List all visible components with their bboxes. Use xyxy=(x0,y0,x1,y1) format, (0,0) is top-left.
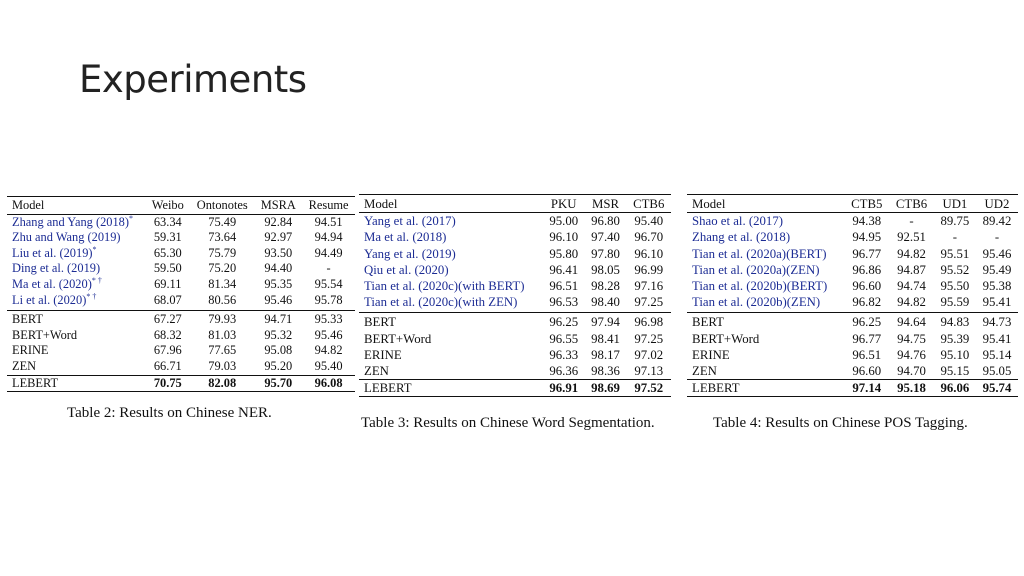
cited-model-row xyxy=(687,246,1018,262)
score-cell: 96.86 xyxy=(852,262,882,277)
score-cell: 75.20 xyxy=(208,261,237,276)
score-cell: 94.94 xyxy=(314,230,343,245)
score-cell: 95.15 xyxy=(940,364,970,379)
lebert-row xyxy=(687,380,1018,397)
cited-model-row xyxy=(359,229,671,245)
model-name: Zhang and Yang (2018) xyxy=(12,214,130,229)
model-name-cell xyxy=(359,278,543,294)
score-cell: - xyxy=(326,261,331,276)
score-cell: 97.80 xyxy=(591,246,620,261)
score-cell: - xyxy=(994,230,1000,245)
score-cell: 89.42 xyxy=(982,214,1012,229)
best-score-cell: 82.08 xyxy=(208,375,237,390)
model-name: BERT xyxy=(12,312,43,327)
lebert-row xyxy=(7,375,355,392)
score-cell: 63.34 xyxy=(153,214,182,229)
footnote-mark: * xyxy=(129,213,134,223)
score-cell: 95.49 xyxy=(982,262,1012,277)
score-cell: 95.08 xyxy=(264,343,293,358)
baseline-model-row xyxy=(359,331,671,347)
model-name-cell xyxy=(359,246,543,262)
score-cell: 96.53 xyxy=(549,295,579,310)
cited-model-row xyxy=(7,261,355,277)
model-name: BERT+Word xyxy=(364,331,432,346)
score-cell: 80.56 xyxy=(208,292,237,307)
score-cell: 89.75 xyxy=(940,214,970,229)
score-cell: 98.40 xyxy=(591,295,620,310)
score-cell: 94.76 xyxy=(897,347,926,362)
baseline-model-row xyxy=(359,363,671,380)
score-cell: 94.73 xyxy=(982,315,1012,330)
model-name: ERINE xyxy=(692,347,730,362)
score-cell: 95.40 xyxy=(634,214,664,229)
model-name-cell xyxy=(7,277,146,293)
header-row xyxy=(7,197,355,215)
cws-results-table xyxy=(359,194,671,397)
model-name: Li et al. (2020) xyxy=(12,292,87,307)
model-name: BERT xyxy=(364,315,396,330)
model-name-cell xyxy=(687,313,844,331)
score-cell: 68.07 xyxy=(153,292,182,307)
score-cell: 67.27 xyxy=(153,312,182,327)
score-cell: 94.82 xyxy=(897,295,926,310)
score-cell: 95.59 xyxy=(940,295,970,310)
score-cell: 95.10 xyxy=(940,347,970,362)
best-score-cell: 98.69 xyxy=(591,381,620,396)
model-name: ERINE xyxy=(12,343,49,358)
score-cell: 94.74 xyxy=(897,279,926,294)
column-header: UD1 xyxy=(942,197,968,211)
score-cell: 94.82 xyxy=(897,246,926,261)
score-cell: 95.20 xyxy=(264,358,293,373)
model-name: BERT+Word xyxy=(692,331,760,346)
cited-model-row xyxy=(7,246,355,262)
score-cell: 95.33 xyxy=(314,312,343,327)
score-cell: 96.98 xyxy=(634,315,664,330)
cited-model-row xyxy=(7,230,355,246)
model-name-cell xyxy=(687,347,844,363)
model-name-cell xyxy=(687,278,844,294)
model-name-cell xyxy=(687,331,844,347)
score-cell: 68.32 xyxy=(153,327,182,342)
cited-model-row xyxy=(359,246,671,262)
slide-title: Experiments xyxy=(79,58,307,101)
score-cell: 94.70 xyxy=(897,364,926,379)
model-name: Shao et al. (2017) xyxy=(692,214,783,229)
model-name: Qiu et al. (2020) xyxy=(364,262,449,277)
score-cell: 96.70 xyxy=(634,230,664,245)
score-cell: 95.80 xyxy=(549,246,579,261)
model-name: Ma et al. (2018) xyxy=(364,230,447,245)
score-cell: 95.40 xyxy=(314,358,343,373)
baseline-model-row xyxy=(359,313,671,331)
model-name-cell xyxy=(7,293,146,311)
model-name: Tian et al. (2020c)(with ZEN) xyxy=(364,295,518,310)
baseline-model-row xyxy=(687,313,1018,331)
score-cell: 97.25 xyxy=(634,331,664,346)
score-cell: 94.40 xyxy=(264,261,293,276)
cited-model-row xyxy=(359,278,671,294)
cited-model-row xyxy=(687,213,1018,230)
ner-table-caption: Table 2: Results on Chinese NER. xyxy=(67,405,272,421)
score-cell: 75.49 xyxy=(208,214,237,229)
score-cell: 94.64 xyxy=(897,315,926,330)
model-name-cell xyxy=(687,262,844,278)
score-cell: 66.71 xyxy=(153,358,182,373)
model-name-cell xyxy=(359,331,543,347)
best-score-cell: 96.06 xyxy=(940,381,970,396)
column-header: MSRA xyxy=(260,198,296,212)
score-cell: 69.11 xyxy=(154,276,182,291)
score-cell: 65.30 xyxy=(153,245,182,260)
score-cell: 98.28 xyxy=(591,279,620,294)
score-cell: 95.32 xyxy=(264,327,293,342)
model-name: BERT xyxy=(692,315,724,330)
score-cell: 73.64 xyxy=(208,230,237,245)
score-cell: 95.39 xyxy=(940,331,970,346)
score-cell: 95.52 xyxy=(940,262,970,277)
score-cell: 67.96 xyxy=(153,343,182,358)
model-name: ZEN xyxy=(12,358,37,373)
score-cell: 95.14 xyxy=(982,347,1012,362)
score-cell: 94.82 xyxy=(314,343,343,358)
best-score-cell: 97.14 xyxy=(852,381,882,396)
score-cell: 95.41 xyxy=(982,331,1012,346)
score-cell: 94.51 xyxy=(314,214,343,229)
score-cell: 96.77 xyxy=(852,246,882,261)
score-cell: 97.25 xyxy=(634,295,664,310)
score-cell: 97.02 xyxy=(634,347,664,362)
baseline-model-row xyxy=(359,347,671,363)
pos-results-table xyxy=(687,194,1018,397)
score-cell: 79.03 xyxy=(208,358,237,373)
score-cell: 96.77 xyxy=(852,331,882,346)
baseline-model-row xyxy=(687,331,1018,347)
score-cell: 93.50 xyxy=(264,245,293,260)
model-name: BERT+Word xyxy=(12,327,78,342)
score-cell: 79.93 xyxy=(208,312,237,327)
model-name-cell xyxy=(687,246,844,262)
score-cell: 96.55 xyxy=(549,331,579,346)
column-header: CTB6 xyxy=(633,197,665,211)
model-name: Ma et al. (2020) xyxy=(12,276,92,291)
score-cell: - xyxy=(909,214,914,229)
model-name-cell xyxy=(359,262,543,278)
score-cell: 96.82 xyxy=(852,295,882,310)
score-cell: 96.60 xyxy=(852,279,882,294)
model-name: Tian et al. (2020a)(ZEN) xyxy=(692,262,820,277)
model-name-cell xyxy=(7,359,146,375)
column-header: PKU xyxy=(550,197,577,211)
score-cell: 92.97 xyxy=(264,230,293,245)
score-cell: 81.34 xyxy=(208,276,237,291)
cited-model-row xyxy=(687,229,1018,245)
score-cell: 97.16 xyxy=(634,279,664,294)
score-cell: 97.40 xyxy=(591,230,620,245)
score-cell: 98.36 xyxy=(591,364,620,379)
baseline-model-row xyxy=(7,343,355,359)
score-cell: 81.03 xyxy=(208,327,237,342)
model-name-cell xyxy=(7,214,146,230)
column-header: Weibo xyxy=(151,198,184,212)
model-name: Liu et al. (2019) xyxy=(12,245,93,260)
best-score-cell: 96.91 xyxy=(549,381,579,396)
cited-model-row xyxy=(359,262,671,278)
model-name: Tian et al. (2020c)(with BERT) xyxy=(364,279,525,294)
score-cell: 96.25 xyxy=(549,315,579,330)
ner-results-table xyxy=(7,196,355,392)
model-name-cell xyxy=(687,294,844,313)
footnote-mark: * xyxy=(92,244,97,254)
column-header-model: Model xyxy=(12,198,45,212)
header-row xyxy=(359,195,671,213)
score-cell: 94.87 xyxy=(897,262,926,277)
footnote-mark: * † xyxy=(91,275,102,285)
best-score-cell: 95.74 xyxy=(982,381,1012,396)
score-cell: 95.38 xyxy=(982,279,1012,294)
score-cell: 96.51 xyxy=(852,347,882,362)
baseline-model-row xyxy=(7,359,355,375)
score-cell: 96.10 xyxy=(549,230,579,245)
score-cell: 59.31 xyxy=(153,230,182,245)
model-name-cell xyxy=(687,213,844,230)
model-name-cell xyxy=(7,246,146,262)
score-cell: 59.50 xyxy=(153,261,182,276)
cited-model-row xyxy=(7,214,355,230)
model-name-cell xyxy=(687,229,844,245)
model-name: ERINE xyxy=(364,347,402,362)
model-name-cell xyxy=(7,311,146,328)
score-cell: 97.94 xyxy=(591,315,620,330)
lebert-row xyxy=(359,380,671,397)
score-cell: 95.00 xyxy=(549,214,579,229)
score-cell: 94.95 xyxy=(852,230,882,245)
model-name-cell xyxy=(359,213,543,230)
model-name-cell xyxy=(7,230,146,246)
model-name: Tian et al. (2020b)(ZEN) xyxy=(692,295,821,310)
score-cell: 96.41 xyxy=(549,262,579,277)
model-name-cell xyxy=(7,343,146,359)
cited-model-row xyxy=(687,278,1018,294)
cited-model-row xyxy=(687,262,1018,278)
score-cell: 96.25 xyxy=(852,315,882,330)
score-cell: 96.99 xyxy=(634,262,664,277)
column-header: CTB6 xyxy=(895,197,928,211)
score-cell: 94.38 xyxy=(852,214,882,229)
cws-table-caption: Table 3: Results on Chinese Word Segmentation. xyxy=(361,415,655,431)
model-name-cell xyxy=(359,363,543,380)
model-name: Zhu and Wang (2019) xyxy=(12,230,121,245)
score-cell: 96.80 xyxy=(591,214,620,229)
score-cell: 98.17 xyxy=(591,347,620,362)
score-cell: 97.13 xyxy=(634,364,664,379)
model-name: ZEN xyxy=(364,364,389,379)
header-row xyxy=(687,195,1018,213)
score-cell: 95.46 xyxy=(264,292,293,307)
model-name: Yang et al. (2019) xyxy=(364,246,456,261)
model-name-cell: LEBERT xyxy=(12,375,59,390)
cited-model-row xyxy=(359,213,671,230)
score-cell: 92.51 xyxy=(897,230,926,245)
score-cell: 95.05 xyxy=(982,364,1012,379)
column-header: UD2 xyxy=(984,197,1010,211)
column-header: Resume xyxy=(308,198,349,212)
pos-table-caption: Table 4: Results on Chinese POS Tagging. xyxy=(713,415,968,431)
score-cell: 95.51 xyxy=(940,246,970,261)
column-header: Ontonotes xyxy=(196,198,248,212)
score-cell: 96.60 xyxy=(852,364,882,379)
best-score-cell: 70.75 xyxy=(153,375,182,390)
footnote-mark: * † xyxy=(86,291,97,301)
model-name-cell: LEBERT xyxy=(364,381,412,396)
model-name-cell xyxy=(7,328,146,344)
cited-model-row xyxy=(359,294,671,313)
best-score-cell: 97.52 xyxy=(634,381,664,396)
score-cell: 95.54 xyxy=(314,276,343,291)
model-name: Yang et al. (2017) xyxy=(364,214,456,229)
score-cell: 94.83 xyxy=(940,315,970,330)
score-cell: 94.49 xyxy=(314,245,343,260)
score-cell: 95.35 xyxy=(264,276,293,291)
score-cell: 96.51 xyxy=(549,279,579,294)
model-name-cell xyxy=(687,363,844,380)
model-name: Ding et al. (2019) xyxy=(12,261,101,276)
model-name: ZEN xyxy=(692,364,717,379)
model-name-cell xyxy=(7,261,146,277)
cited-model-row xyxy=(7,277,355,293)
baseline-model-row xyxy=(687,363,1018,380)
score-cell: 95.50 xyxy=(940,279,970,294)
score-cell: 96.10 xyxy=(634,246,664,261)
score-cell: 75.79 xyxy=(208,245,237,260)
column-header-model: Model xyxy=(364,197,398,211)
model-name-cell xyxy=(359,313,543,331)
model-name-cell: LEBERT xyxy=(692,381,740,396)
score-cell: 95.78 xyxy=(314,292,343,307)
score-cell: 98.41 xyxy=(591,331,620,346)
cited-model-row xyxy=(687,294,1018,313)
column-header-model: Model xyxy=(692,197,726,211)
score-cell: 96.33 xyxy=(549,347,579,362)
model-name-cell xyxy=(359,347,543,363)
score-cell: 95.41 xyxy=(982,295,1012,310)
score-cell: 95.46 xyxy=(982,246,1012,261)
column-header: CTB5 xyxy=(851,197,883,211)
score-cell: 98.05 xyxy=(591,262,620,277)
best-score-cell: 95.70 xyxy=(264,375,293,390)
cited-model-row xyxy=(7,293,355,311)
best-score-cell: 96.08 xyxy=(314,375,343,390)
score-cell: 96.36 xyxy=(549,364,579,379)
score-cell: 94.75 xyxy=(897,331,926,346)
score-cell: - xyxy=(952,230,958,245)
column-header: MSR xyxy=(592,197,620,211)
baseline-model-row xyxy=(7,311,355,328)
model-name-cell xyxy=(359,229,543,245)
score-cell: 94.71 xyxy=(264,312,293,327)
baseline-model-row xyxy=(687,347,1018,363)
score-cell: 92.84 xyxy=(264,214,293,229)
model-name: Tian et al. (2020b)(BERT) xyxy=(692,279,828,294)
best-score-cell: 95.18 xyxy=(897,381,926,396)
score-cell: 77.65 xyxy=(208,343,237,358)
model-name: Zhang et al. (2018) xyxy=(692,230,791,245)
model-name: Tian et al. (2020a)(BERT) xyxy=(692,246,827,261)
score-cell: 95.46 xyxy=(314,327,343,342)
model-name-cell xyxy=(359,294,543,313)
baseline-model-row xyxy=(7,328,355,344)
